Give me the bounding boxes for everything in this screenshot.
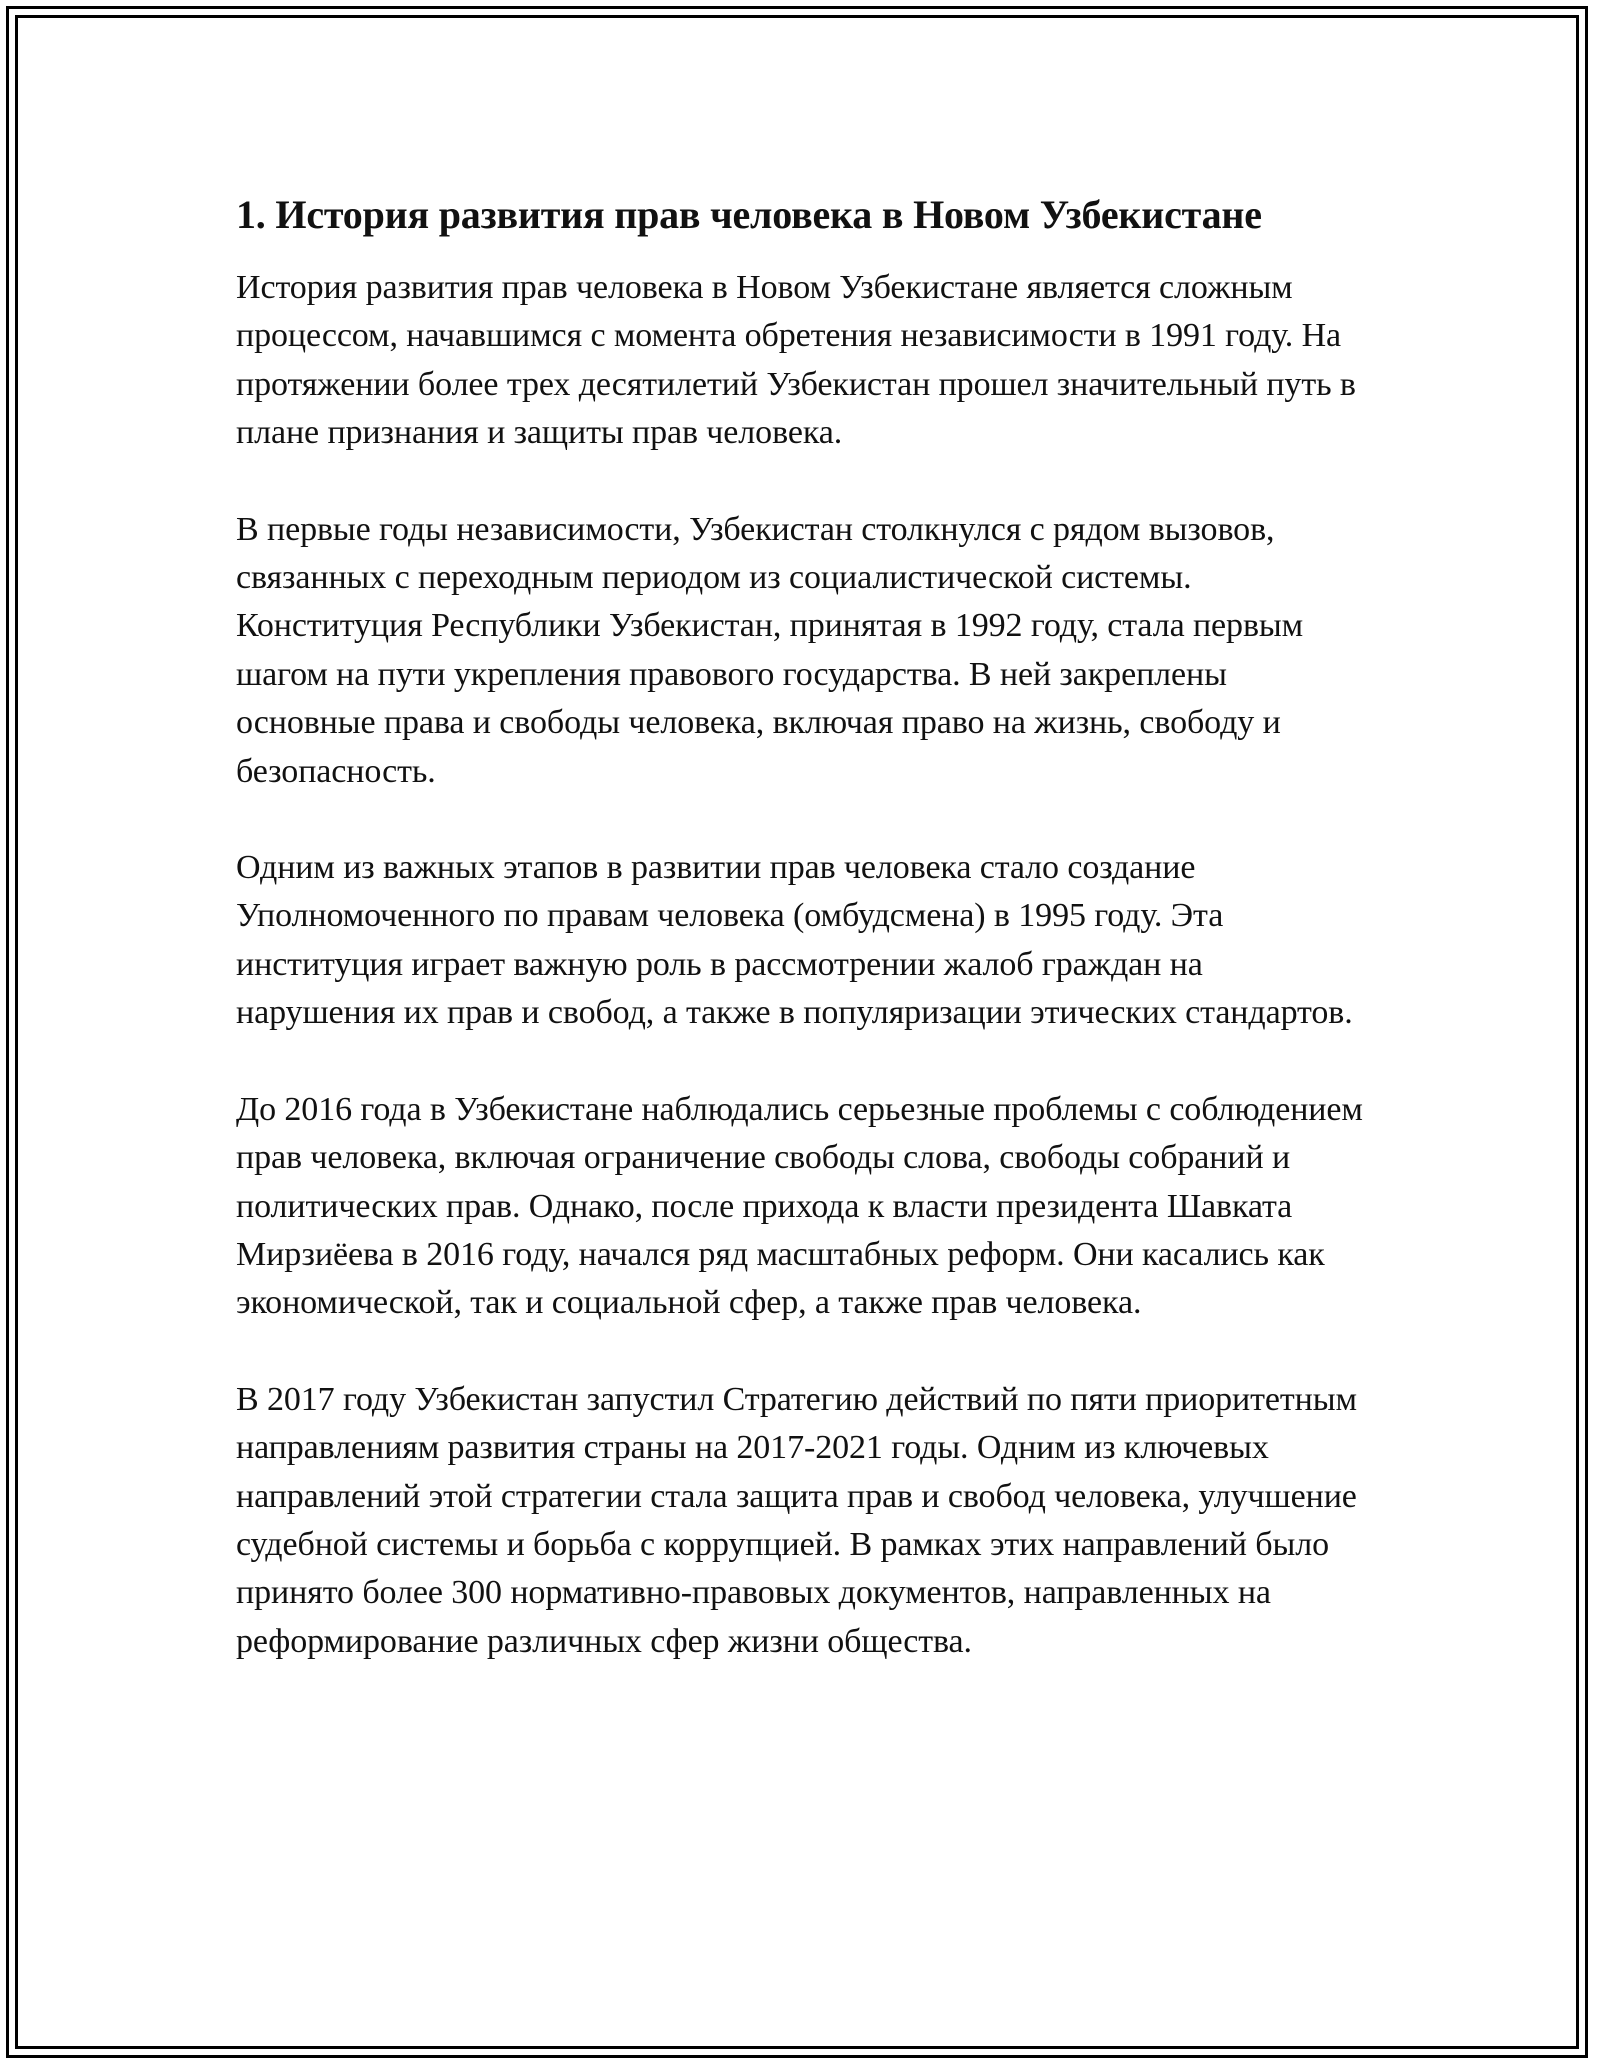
paragraph-3: Одним из важных этапов в развитии прав человека стало создание Уполномоченного по правам человека (омбудсмена) в 1995 году. Эта институция играет важную роль в рассмотрении жалоб граждан на нарушения их прав и свобод, а также в популяризации этических стандартов. xyxy=(236,849,1353,1032)
paragraph-1: История развития прав человека в Новом Узбекистане является сложным процессом, начавшимся с момента обретения независимости в 1991 году. На протяжении более трех десятилетий Узбекистан прошел значительный путь в плане признания и защиты прав человека. xyxy=(236,269,1356,452)
section-heading: 1. История развития прав человека в Новом Узбекистане xyxy=(236,192,1262,237)
paragraph-5: В 2017 году Узбекистан запустил Стратегию действий по пяти приоритетным направлениям развития страны на 2017-2021 годы. Одним из ключевых направлений этой стратегии стала защита прав и свобод человека, улучшение судебной системы и борьба с коррупцией. В рамках этих направлений было принято более 300 нормативно-правовых документов, направленных на реформирование различных сфер жизни общества. xyxy=(236,1380,1357,1660)
paragraph-2: В первые годы независимости, Узбекистан столкнулся с рядом вызовов, связанных с переходным периодом из социалистической системы. Конституция Республики Узбекистан, принятая в 1992 году, стала первым шагом на пути укрепления правового государства. В ней закреплены основные права и свободы человека, включая право на жизнь, свободу и безопасность. xyxy=(236,510,1304,790)
paragraph-4: До 2016 года в Узбекистане наблюдались серьезные проблемы с соблюдением прав человека, включая ограничение свободы слова, свободы собраний и политических прав. Однако, после прихода к власти президента Шавката Мирзиёева в 2016 году, начался ряд масштабных реформ. Они касались как экономической, так и социальной сфер, а также прав человека. xyxy=(236,1090,1363,1322)
document-body xyxy=(236,188,1366,1666)
